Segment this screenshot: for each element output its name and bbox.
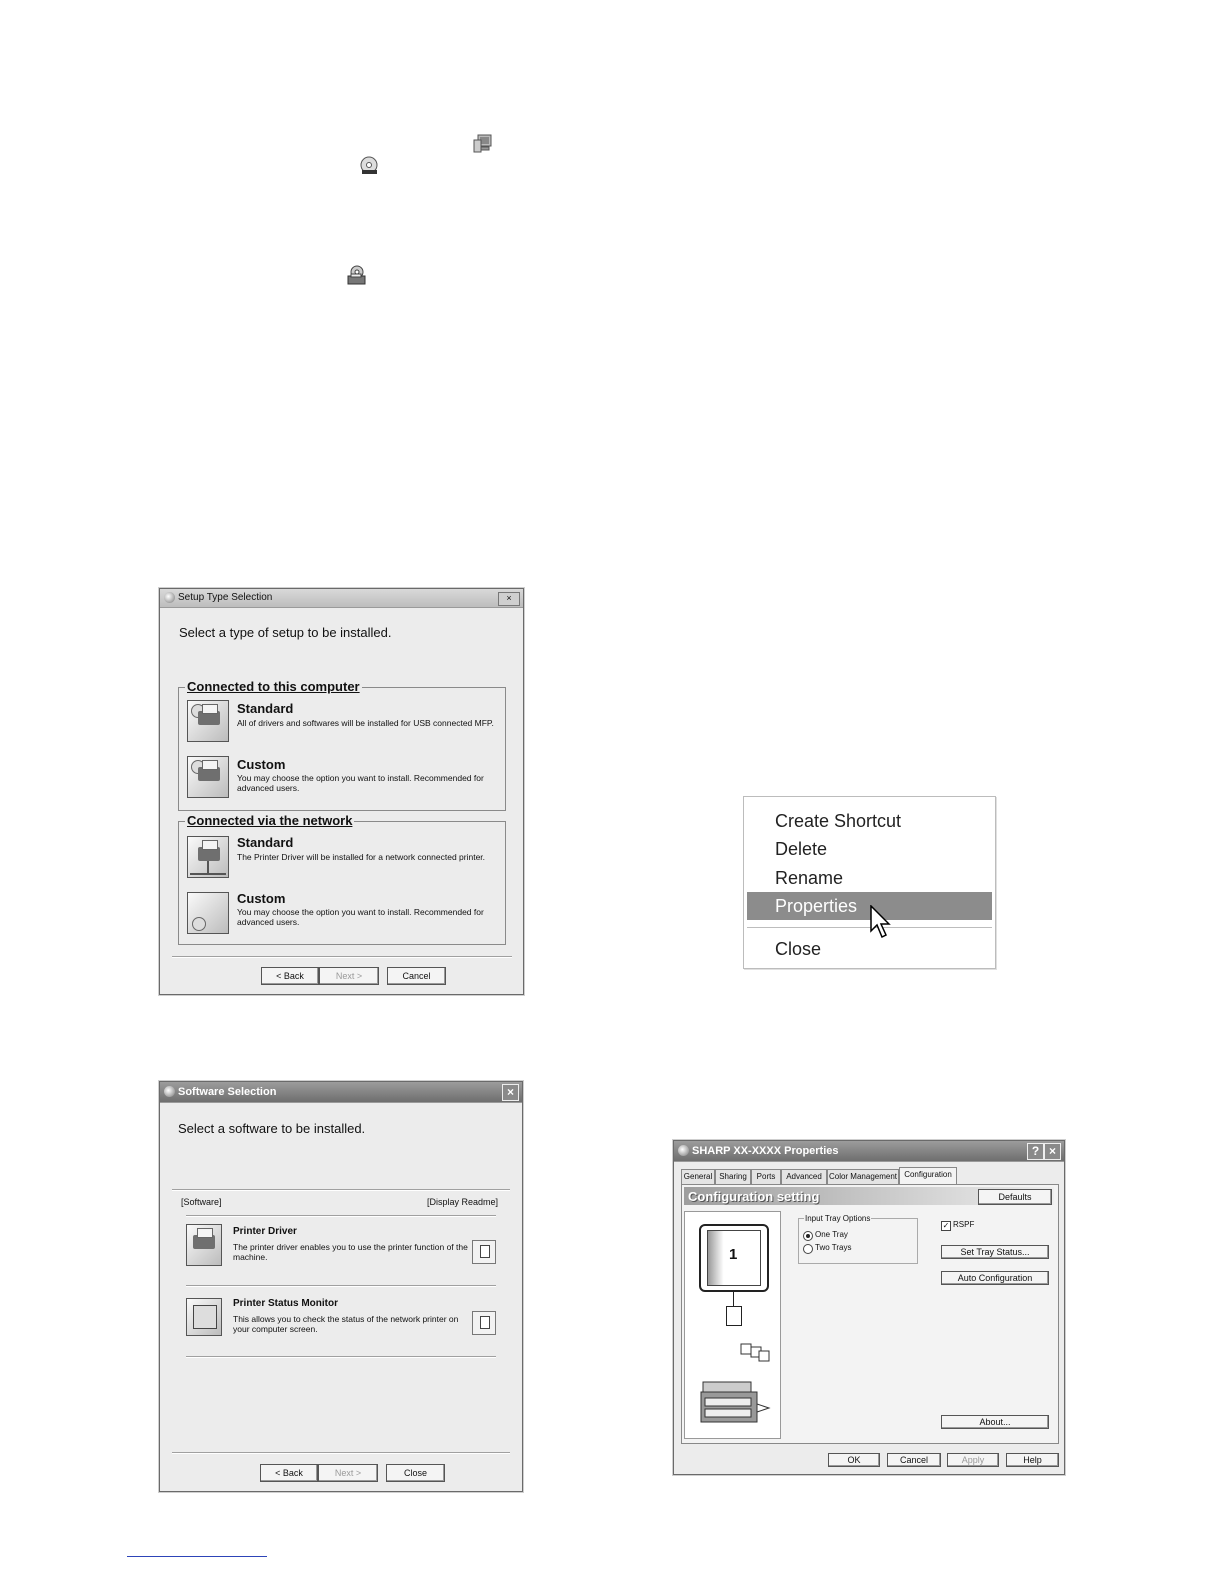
ok-button[interactable]: OK — [828, 1453, 880, 1467]
tab-advanced[interactable]: Advanced — [781, 1169, 827, 1184]
tab-sharing[interactable]: Sharing — [715, 1169, 751, 1184]
setup-dialog-title: Setup Type Selection — [178, 592, 273, 603]
tab-ports[interactable]: Ports — [751, 1169, 781, 1184]
software-header-divider — [172, 1189, 510, 1191]
group-connected-network — [178, 813, 506, 945]
status-monitor-icon — [186, 1298, 222, 1336]
computer-icon — [472, 134, 494, 154]
tray-number: 1 — [729, 1246, 738, 1263]
two-trays-label[interactable]: Two Trays — [815, 1243, 852, 1252]
group-title-local: Connected to this computer — [187, 679, 360, 694]
rspf-checkbox[interactable]: ✓ — [942, 1221, 950, 1230]
network-standard-title[interactable]: Standard — [237, 835, 294, 850]
menu-item-rename[interactable]: Rename — [775, 868, 844, 888]
next-button[interactable]: Next > — [318, 1464, 378, 1482]
printer-driver-desc: The printer driver enables you to use the printer function of the machine. — [233, 1242, 468, 1262]
printer-driver-icon — [186, 1224, 222, 1266]
software-footer-divider — [172, 1452, 510, 1454]
paper-connector — [733, 1290, 734, 1306]
rspf-label[interactable]: RSPF — [953, 1220, 975, 1229]
software-dialog-titlebar — [160, 1082, 522, 1103]
network-standard-desc: The Printer Driver will be installed for a network connected printer. — [237, 852, 486, 862]
document-icon — [726, 1306, 742, 1326]
input-tray-group — [798, 1214, 918, 1264]
group-title-network: Connected via the network — [187, 813, 353, 828]
printer-driver-title: Printer Driver — [233, 1226, 297, 1237]
setup-dialog-titlebar — [160, 589, 523, 608]
menu-item-create-shortcut[interactable]: Create Shortcut — [775, 811, 902, 831]
readme-document-icon[interactable] — [472, 1240, 496, 1264]
copier-machine-icon — [699, 1376, 771, 1428]
footer-link-underline[interactable] — [127, 1556, 267, 1557]
network-custom-icon-button[interactable] — [187, 892, 229, 934]
status-monitor-title: Printer Status Monitor — [233, 1298, 339, 1309]
setup-icon — [345, 264, 369, 286]
close-button[interactable]: × — [502, 1084, 519, 1101]
cancel-button[interactable]: Cancel — [887, 1453, 941, 1467]
tab-content-panel — [681, 1184, 1059, 1444]
tab-configuration[interactable]: Configuration — [899, 1167, 957, 1185]
local-custom-desc: You may choose the option you want to install. Recommended for advanced users. — [237, 773, 484, 793]
close-button[interactable]: × — [498, 592, 520, 606]
back-button[interactable]: < Back — [261, 967, 319, 985]
back-button[interactable]: < Back — [260, 1464, 318, 1482]
defaults-button[interactable]: Defaults — [978, 1189, 1052, 1205]
two-trays-radio[interactable] — [803, 1244, 813, 1254]
mouse-pointer-icon — [870, 905, 892, 941]
software-dialog-title: Software Selection — [178, 1086, 277, 1098]
tray-box — [699, 1224, 769, 1292]
cd-rom-icon — [359, 156, 381, 176]
one-tray-label[interactable]: One Tray — [815, 1230, 848, 1239]
menu-item-close[interactable]: Close — [775, 939, 822, 959]
list-divider-bottom — [186, 1356, 496, 1358]
setup-type-dialog — [159, 588, 524, 995]
local-standard-desc: All of drivers and softwares will be installed for USB connected MFP. — [237, 718, 494, 728]
status-monitor-desc: This allows you to check the status of the network printer on your computer screen. — [233, 1314, 459, 1334]
printer-properties-dialog — [673, 1140, 1065, 1475]
properties-title: SHARP XX-XXXX Properties — [692, 1145, 839, 1157]
one-tray-radio[interactable] — [803, 1231, 813, 1241]
group-connected-local — [178, 679, 506, 811]
local-standard-title[interactable]: Standard — [237, 701, 294, 716]
list-divider-top — [186, 1215, 496, 1217]
properties-titlebar — [674, 1141, 1064, 1162]
column-display-readme: [Display Readme] — [426, 1197, 498, 1207]
input-tray-group-title: Input Tray Options — [805, 1214, 871, 1223]
about-button[interactable]: About... — [941, 1415, 1049, 1429]
machine-preview — [684, 1211, 781, 1439]
next-button[interactable]: Next > — [319, 967, 379, 985]
printer-icon — [678, 1145, 689, 1156]
software-prompt: Select a software to be installed. — [178, 1121, 366, 1136]
apply-button[interactable]: Apply — [947, 1453, 999, 1467]
tab-general[interactable]: General — [681, 1169, 715, 1184]
column-software: [Software] — [181, 1197, 222, 1207]
network-custom-title[interactable]: Custom — [237, 891, 286, 906]
menu-item-delete[interactable]: Delete — [775, 839, 828, 859]
close-dialog-button[interactable]: Close — [386, 1464, 445, 1482]
close-button[interactable]: × — [1044, 1143, 1061, 1160]
cancel-button[interactable]: Cancel — [387, 967, 446, 985]
auto-configuration-button[interactable]: Auto Configuration — [941, 1271, 1049, 1285]
help-question-button[interactable]: ? — [1027, 1143, 1044, 1160]
software-selection-dialog — [159, 1081, 523, 1492]
tab-color-management[interactable]: Color Management — [827, 1169, 899, 1184]
setup-prompt: Select a type of setup to be installed. — [179, 625, 392, 640]
context-menu — [743, 796, 996, 969]
banner-title: Configuration setting — [688, 1189, 820, 1204]
local-custom-icon-button[interactable] — [187, 756, 229, 798]
menu-item-properties[interactable]: Properties — [747, 892, 992, 920]
tab-strip — [681, 1169, 1057, 1184]
setup-footer-divider — [172, 956, 512, 958]
stacked-paper-icon — [739, 1342, 773, 1364]
local-custom-title[interactable]: Custom — [237, 757, 286, 772]
help-button[interactable]: Help — [1006, 1453, 1059, 1467]
network-standard-icon-button[interactable] — [187, 836, 229, 878]
setup-icon — [164, 592, 175, 603]
local-standard-icon-button[interactable] — [187, 700, 229, 742]
list-divider-middle — [186, 1285, 496, 1287]
list-item[interactable] — [186, 1222, 498, 1282]
list-item[interactable] — [186, 1294, 498, 1354]
set-tray-status-button[interactable]: Set Tray Status... — [941, 1245, 1049, 1259]
network-custom-desc: You may choose the option you want to install. Recommended for advanced users. — [237, 907, 484, 927]
readme-document-icon[interactable] — [472, 1311, 496, 1335]
setup-icon — [164, 1086, 175, 1097]
